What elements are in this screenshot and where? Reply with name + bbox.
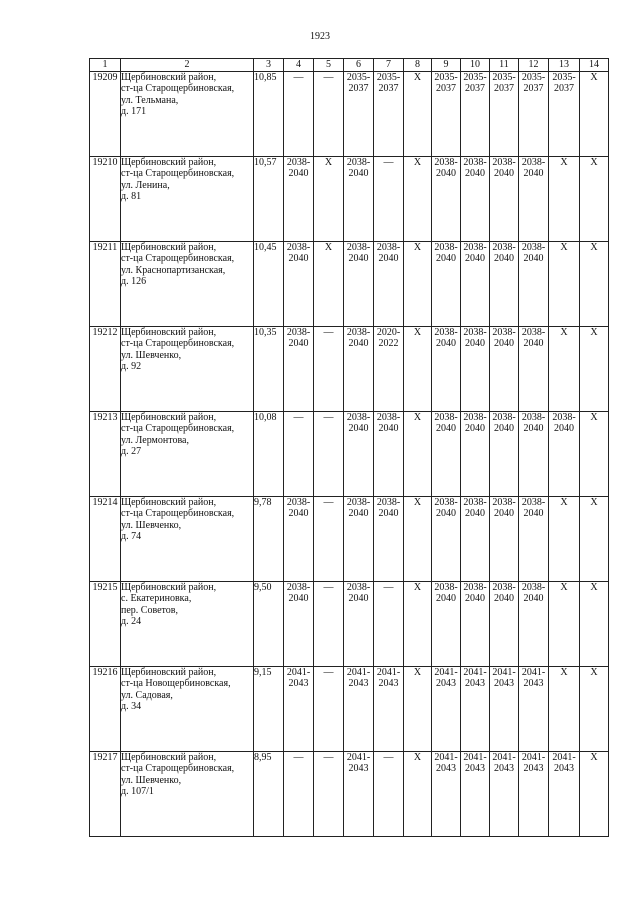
address-cell [121, 581, 254, 666]
table-row [90, 666, 609, 751]
row-number: 19213 [90, 411, 121, 496]
period-cell-c9: 2038- 2040 [432, 496, 461, 581]
period-cell-c4: — [284, 751, 314, 836]
period-cell-c8: Х [404, 71, 432, 156]
period-cell-c10: 2038- 2040 [461, 326, 490, 411]
address-line: ул. Ленина, [121, 179, 170, 191]
period-cell-c9: 2038- 2040 [432, 241, 461, 326]
period-cell-c5: — [314, 581, 344, 666]
address-line: д. 126 [121, 276, 147, 287]
period-cell-c12: 2038- 2040 [519, 496, 549, 581]
period-cell-c4: 2038- 2040 [284, 496, 314, 581]
table-row [90, 71, 609, 156]
table-row [90, 326, 609, 411]
period-cell-c9: 2038- 2040 [432, 411, 461, 496]
address-line: ст-ца Новощербиновская, [121, 678, 231, 689]
period-cell-c11: 2038- 2040 [490, 326, 519, 411]
column-header-8: 8 [404, 59, 432, 72]
address-line: д. 24 [121, 616, 142, 627]
period-cell-c11: 2038- 2040 [490, 581, 519, 666]
address-line: д. 27 [121, 446, 142, 457]
area-cell: 9,50 [254, 581, 284, 666]
period-cell-c13: 2038- 2040 [549, 411, 580, 496]
column-header-6: 6 [344, 59, 374, 72]
period-cell-c11: 2038- 2040 [490, 411, 519, 496]
column-header-14: 14 [580, 59, 609, 72]
period-cell-c13: Х [549, 581, 580, 666]
column-header-13: 13 [549, 59, 580, 72]
address-line: пер. Советов, [121, 604, 179, 616]
period-cell-c7: 2038- 2040 [374, 496, 404, 581]
address-cell [121, 411, 254, 496]
period-cell-c13: Х [549, 496, 580, 581]
area-cell: 9,15 [254, 666, 284, 751]
period-cell-c13: 2035- 2037 [549, 71, 580, 156]
period-cell-c12: 2041- 2043 [519, 666, 549, 751]
address-line: Щербиновский район, [121, 666, 217, 678]
period-cell-c7: 2041- 2043 [374, 666, 404, 751]
period-cell-c11: 2035- 2037 [490, 71, 519, 156]
column-header-4: 4 [284, 59, 314, 72]
address-line: Щербиновский район, [121, 241, 217, 253]
address-line: ст-ца Старощербиновская, [121, 423, 235, 434]
address-line: д. 34 [121, 701, 142, 712]
row-number: 19212 [90, 326, 121, 411]
address-line: ст-ца Старощербиновская, [121, 338, 235, 349]
address-line: Щербиновский район, [121, 581, 217, 593]
column-header-3: 3 [254, 59, 284, 72]
address-line: ул. Шевченко, [121, 519, 182, 531]
area-cell: 10,45 [254, 241, 284, 326]
period-cell-c10: 2038- 2040 [461, 496, 490, 581]
period-cell-c6: 2041- 2043 [344, 751, 374, 836]
period-cell-c14: Х [580, 241, 609, 326]
period-cell-c8: Х [404, 156, 432, 241]
period-cell-c11: 2038- 2040 [490, 241, 519, 326]
period-cell-c12: 2038- 2040 [519, 156, 549, 241]
address-line: ул. Шевченко, [121, 349, 182, 361]
column-header-1: 1 [90, 59, 121, 72]
address-cell [121, 666, 254, 751]
address-line: д. 92 [121, 361, 142, 372]
address-line: Щербиновский район, [121, 496, 217, 508]
period-cell-c8: Х [404, 751, 432, 836]
row-number: 19217 [90, 751, 121, 836]
column-header-7: 7 [374, 59, 404, 72]
period-cell-c10: 2041- 2043 [461, 666, 490, 751]
period-cell-c8: Х [404, 496, 432, 581]
table-body [90, 71, 609, 836]
area-cell: 8,95 [254, 751, 284, 836]
period-cell-c10: 2041- 2043 [461, 751, 490, 836]
period-cell-c11: 2038- 2040 [490, 156, 519, 241]
table-row [90, 241, 609, 326]
period-cell-c8: Х [404, 326, 432, 411]
address-line: ст-ца Старощербиновская, [121, 83, 235, 94]
address-line: с. Екатериновка, [121, 593, 192, 604]
address-cell [121, 156, 254, 241]
period-cell-c4: 2038- 2040 [284, 326, 314, 411]
period-cell-c14: Х [580, 156, 609, 241]
address-line: Щербиновский район, [121, 71, 217, 83]
period-cell-c4: 2038- 2040 [284, 241, 314, 326]
address-line: ул. Лермонтова, [121, 434, 189, 446]
address-cell [121, 326, 254, 411]
period-cell-c5: Х [314, 241, 344, 326]
address-line: ул. Шевченко, [121, 774, 182, 786]
period-cell-c7: 2038- 2040 [374, 241, 404, 326]
period-cell-c6: 2038- 2040 [344, 156, 374, 241]
period-cell-c6: 2038- 2040 [344, 581, 374, 666]
address-line: Щербиновский район, [121, 411, 217, 423]
period-cell-c10: 2038- 2040 [461, 241, 490, 326]
period-cell-c6: 2038- 2040 [344, 411, 374, 496]
period-cell-c5: — [314, 326, 344, 411]
row-number: 19209 [90, 71, 121, 156]
period-cell-c7: — [374, 751, 404, 836]
address-line: д. 74 [121, 531, 142, 542]
period-cell-c7: — [374, 156, 404, 241]
period-cell-c13: Х [549, 156, 580, 241]
period-cell-c9: 2041- 2043 [432, 666, 461, 751]
period-cell-c10: 2035- 2037 [461, 71, 490, 156]
address-line: д. 171 [121, 106, 147, 117]
period-cell-c14: Х [580, 71, 609, 156]
period-cell-c5: — [314, 666, 344, 751]
period-cell-c9: 2035- 2037 [432, 71, 461, 156]
area-cell: 10,08 [254, 411, 284, 496]
address-line: д. 81 [121, 191, 142, 202]
row-number: 19211 [90, 241, 121, 326]
address-line: ст-ца Старощербиновская, [121, 508, 235, 519]
period-cell-c9: 2038- 2040 [432, 581, 461, 666]
period-cell-c5: Х [314, 156, 344, 241]
area-cell: 10,57 [254, 156, 284, 241]
period-cell-c7: 2038- 2040 [374, 411, 404, 496]
period-cell-c12: 2038- 2040 [519, 411, 549, 496]
period-cell-c6: 2041- 2043 [344, 666, 374, 751]
period-cell-c4: — [284, 71, 314, 156]
period-cell-c4: 2038- 2040 [284, 581, 314, 666]
period-cell-c11: 2041- 2043 [490, 666, 519, 751]
period-cell-c12: 2038- 2040 [519, 581, 549, 666]
address-line: ст-ца Старощербиновская, [121, 253, 235, 264]
period-cell-c4: — [284, 411, 314, 496]
column-header-11: 11 [490, 59, 519, 72]
column-header-9: 9 [432, 59, 461, 72]
period-cell-c11: 2041- 2043 [490, 751, 519, 836]
address-line: ул. Садовая, [121, 689, 173, 701]
period-cell-c8: Х [404, 666, 432, 751]
period-cell-c5: — [314, 411, 344, 496]
page-number: 1923 [310, 31, 330, 42]
area-cell: 10,85 [254, 71, 284, 156]
period-cell-c12: 2038- 2040 [519, 326, 549, 411]
period-cell-c10: 2038- 2040 [461, 411, 490, 496]
row-number: 19210 [90, 156, 121, 241]
period-cell-c5: — [314, 496, 344, 581]
area-cell: 9,78 [254, 496, 284, 581]
period-cell-c12: 2035- 2037 [519, 71, 549, 156]
period-cell-c6: 2038- 2040 [344, 326, 374, 411]
address-cell [121, 241, 254, 326]
period-cell-c6: 2038- 2040 [344, 241, 374, 326]
period-cell-c6: 2038- 2040 [344, 496, 374, 581]
period-cell-c10: 2038- 2040 [461, 156, 490, 241]
period-cell-c7: 2035- 2037 [374, 71, 404, 156]
period-cell-c7: — [374, 581, 404, 666]
row-number: 19214 [90, 496, 121, 581]
register-table [89, 58, 609, 837]
address-cell [121, 751, 254, 836]
table-row [90, 751, 609, 836]
period-cell-c14: Х [580, 496, 609, 581]
address-cell [121, 496, 254, 581]
period-cell-c6: 2035- 2037 [344, 71, 374, 156]
period-cell-c14: Х [580, 581, 609, 666]
period-cell-c9: 2038- 2040 [432, 326, 461, 411]
period-cell-c12: 2038- 2040 [519, 241, 549, 326]
address-line: ст-ца Старощербиновская, [121, 763, 235, 774]
period-cell-c5: — [314, 71, 344, 156]
column-header-2: 2 [121, 59, 254, 72]
period-cell-c4: 2041- 2043 [284, 666, 314, 751]
period-cell-c7: 2020- 2022 [374, 326, 404, 411]
period-cell-c12: 2041- 2043 [519, 751, 549, 836]
address-line: ул. Краснопартизанская, [121, 264, 226, 276]
period-cell-c8: Х [404, 411, 432, 496]
header-row [90, 59, 609, 72]
period-cell-c13: Х [549, 326, 580, 411]
table-row [90, 411, 609, 496]
address-line: ст-ца Старощербиновская, [121, 168, 235, 179]
address-line: ул. Тельмана, [121, 94, 179, 106]
period-cell-c10: 2038- 2040 [461, 581, 490, 666]
period-cell-c14: Х [580, 411, 609, 496]
period-cell-c4: 2038- 2040 [284, 156, 314, 241]
period-cell-c13: 2041- 2043 [549, 751, 580, 836]
period-cell-c13: Х [549, 241, 580, 326]
period-cell-c9: 2038- 2040 [432, 156, 461, 241]
period-cell-c13: Х [549, 666, 580, 751]
column-header-5: 5 [314, 59, 344, 72]
address-line: Щербиновский район, [121, 326, 217, 338]
period-cell-c9: 2041- 2043 [432, 751, 461, 836]
row-number: 19216 [90, 666, 121, 751]
table-row [90, 156, 609, 241]
table-row [90, 496, 609, 581]
column-header-10: 10 [461, 59, 490, 72]
period-cell-c8: Х [404, 241, 432, 326]
area-cell: 10,35 [254, 326, 284, 411]
period-cell-c5: — [314, 751, 344, 836]
period-cell-c11: 2038- 2040 [490, 496, 519, 581]
period-cell-c14: Х [580, 751, 609, 836]
row-number: 19215 [90, 581, 121, 666]
period-cell-c14: Х [580, 326, 609, 411]
column-header-12: 12 [519, 59, 549, 72]
period-cell-c14: Х [580, 666, 609, 751]
period-cell-c8: Х [404, 581, 432, 666]
table-row [90, 581, 609, 666]
address-line: Щербиновский район, [121, 751, 217, 763]
address-line: д. 107/1 [121, 786, 154, 797]
address-line: Щербиновский район, [121, 156, 217, 168]
address-cell [121, 71, 254, 156]
